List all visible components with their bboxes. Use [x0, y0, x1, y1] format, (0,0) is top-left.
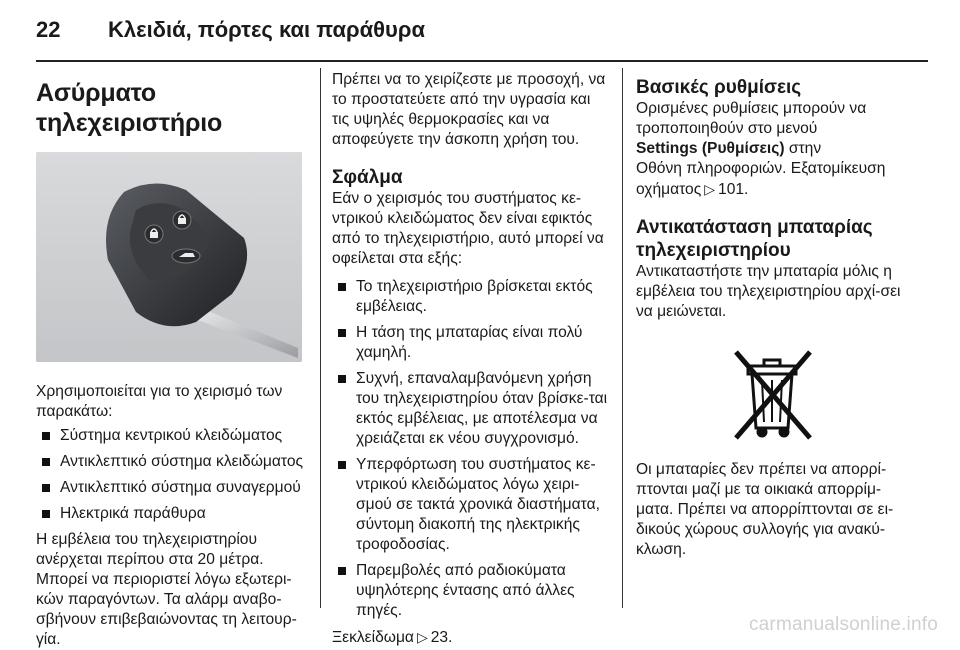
list-item: Υπερφόρτωση του συστήματος κε-ντρικού κλειδώματος λόγω χειρι-σμού σε τακτά χρονικά διαστήματα, σύντομη διακοπή της ηλεκτρικής τροφοδοσίας.	[332, 455, 610, 555]
bullet-icon	[338, 375, 346, 383]
feature-list	[36, 426, 308, 524]
fault-text: Εάν ο χειρισμός του συστήματος κε-ντρικού κλειδώματος δεν είναι εφικτός από το τηλεχειριστήριο, αυτό μπορεί να οφείλεται στα εξής:	[332, 190, 604, 267]
battery-text: Αντικαταστήστε την μπαταρία μόλις η εμβέλεια του τηλεχειριστηρίου αρχί-σει να μειώνεται.	[636, 263, 901, 320]
column-divider	[320, 68, 321, 608]
key-fob-image	[36, 152, 302, 362]
bullet-icon	[42, 458, 50, 466]
unlock-reference[interactable]: Ξεκλείδωμα ▷ 23.	[332, 629, 453, 646]
basic-settings-text: Ορισμένες ρυθμίσεις μπορούν να τροποποιηθούν στο μενού Settings (Ρυθμίσεις) στην Οθόνη πληροφοριών. Εξατομίκευση οχήματος ▷ 101.	[636, 100, 886, 198]
reference-arrow-icon: ▷	[704, 181, 716, 197]
fault-heading: Σφάλμα	[332, 167, 403, 188]
fault-list	[332, 277, 610, 621]
settings-menu-label: Settings (Ρυθμίσεις)	[636, 140, 785, 157]
list-item: Το τηλεχειριστήριο βρίσκεται εκτός εμβέλειας.	[332, 277, 610, 317]
list-item: Σύστημα κεντρικού κλειδώματος	[36, 426, 308, 446]
column-3	[636, 70, 908, 560]
list-item: Η τάση της μπαταρίας είναι πολύ χαμηλή.	[332, 323, 610, 363]
page-number: 22	[36, 17, 61, 42]
chapter-title: Κλειδιά, πόρτες και παράθυρα	[108, 17, 425, 42]
bullet-icon	[42, 432, 50, 440]
bullet-icon	[338, 567, 346, 575]
bullet-icon	[42, 510, 50, 518]
column-divider	[622, 68, 623, 608]
list-item: Αντικλεπτικό σύστημα συναγερμού	[36, 478, 308, 498]
disposal-text: Οι μπαταρίες δεν πρέπει να απορρί-πτονται μαζί με τα οικιακά απορρίμ-ματα. Πρέπει να απορρίπτονται σε ει-δικούς χώρους συλλογής για ανακύ-κλωση.	[636, 461, 894, 558]
reference-arrow-icon: ▷	[416, 629, 428, 645]
battery-heading: Αντικατάσταση μπαταρίας τηλεχειριστηρίου	[636, 217, 873, 261]
column-1	[36, 70, 308, 650]
basic-settings-heading: Βασικές ρυθμίσεις	[636, 77, 802, 98]
list-item: Αντικλεπτικό σύστημα κλειδώματος	[36, 452, 308, 472]
page-header	[36, 14, 926, 46]
header-rule	[36, 60, 928, 62]
crossed-bin-icon	[718, 338, 826, 446]
basic-page-ref[interactable]: 101.	[718, 181, 749, 198]
list-item: Παρεμβολές από ραδιοκύματα υψηλότερης έντασης από άλλες πηγές.	[332, 561, 610, 621]
list-item: Ηλεκτρικά παράθυρα	[36, 504, 308, 524]
bullet-icon	[338, 283, 346, 291]
column-2	[332, 70, 610, 648]
watermark: carmanualsonline.info	[748, 614, 938, 635]
bullet-icon	[338, 461, 346, 469]
range-text: Η εμβέλεια του τηλεχειριστηρίου ανέρχεται περίπου στα 20 μέτρα. Μπορεί να περιοριστεί λόγω εξωτερι-κών παραγόντων. Τα αλάρμ αναβο-σβήνουν επιβεβαιώνοντας τη λειτουρ-γία.	[36, 531, 297, 648]
section-title: Ασύρματο τηλεχειριστήριο	[36, 79, 223, 137]
bullet-icon	[42, 484, 50, 492]
care-text: Πρέπει να το χειρίζεστε με προσοχή, να το προστατεύετε από την υγρασία και τις υψηλές θερμοκρασίες και να αποφεύγετε την άσκοπη χρήση του.	[332, 71, 606, 148]
bullet-icon	[338, 329, 346, 337]
list-item: Συχνή, επαναλαμβανόμενη χρήση του τηλεχειριστηρίου όταν βρίσκε-ται εκτός εμβέλειας, με αποτέλεσμα να χρειάζεται εκ νέου συγχρονισμό.	[332, 369, 610, 449]
intro-text: Χρησιμοποιείται για το χειρισμό των παρακάτω:	[36, 383, 283, 420]
